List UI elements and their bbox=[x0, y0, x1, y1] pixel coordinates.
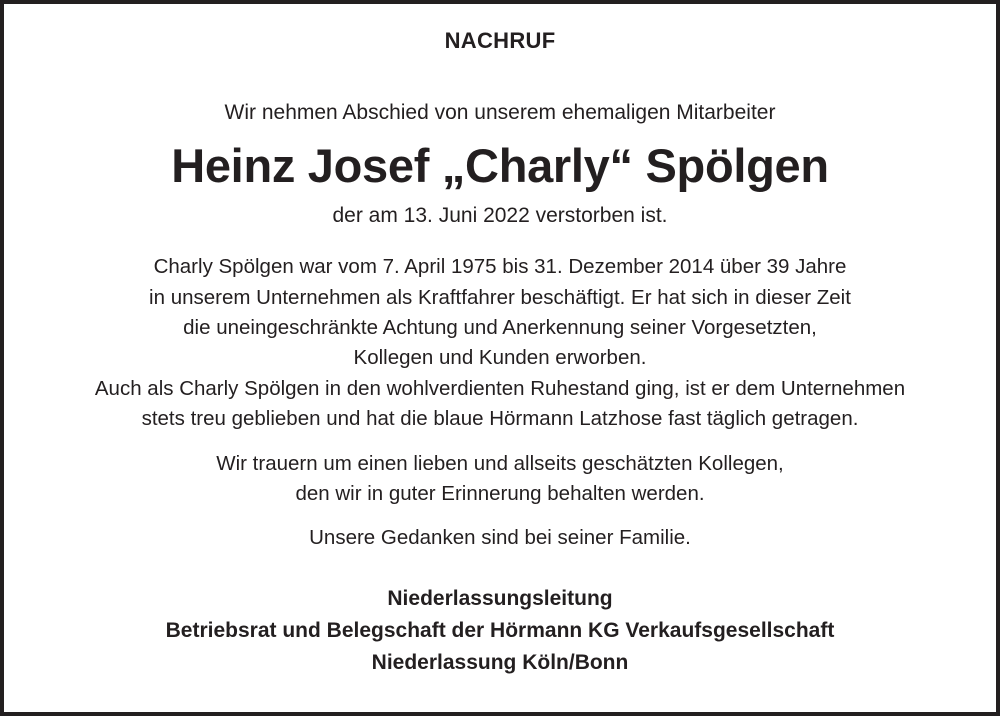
death-date-line: der am 13. Juni 2022 verstorben ist. bbox=[332, 204, 668, 227]
paragraph-line: Kollegen und Kunden erworben. bbox=[353, 346, 647, 369]
notice-heading: NACHRUF bbox=[444, 28, 556, 53]
signature-line: Niederlassung Köln/Bonn bbox=[371, 651, 629, 674]
paragraph-line: Charly Spölgen war vom 7. April 1975 bis 31. Dezember 2014 über 39 Jahre bbox=[153, 255, 847, 278]
signature-line: Betriebsrat und Belegschaft der Hörmann KG Verkaufsgesellschaft bbox=[165, 619, 835, 642]
paragraph-line: Unsere Gedanken sind bei seiner Familie. bbox=[309, 526, 691, 549]
signature-line: Niederlassungsleitung bbox=[387, 587, 613, 610]
paragraph-line: in unserem Unternehmen als Kraftfahrer beschäftigt. Er hat sich in dieser Zeit bbox=[149, 286, 851, 309]
intro-text: Wir nehmen Abschied von unserem ehemaligen Mitarbeiter bbox=[224, 101, 776, 124]
deceased-name: Heinz Josef „Charly“ Spölgen bbox=[171, 139, 829, 192]
paragraph-line: stets treu geblieben und hat die blaue Hörmann Latzhose fast täglich getragen. bbox=[141, 407, 859, 430]
paragraph-line: die uneingeschränkte Achtung und Anerkennung seiner Vorgesetzten, bbox=[183, 316, 817, 339]
paragraph-line: den wir in guter Erinnerung behalten werden. bbox=[295, 482, 705, 505]
paragraph-line: Auch als Charly Spölgen in den wohlverdienten Ruhestand ging, ist er dem Unternehmen bbox=[94, 377, 906, 400]
paragraph-line: Wir trauern um einen lieben und allseits geschätzten Kollegen, bbox=[216, 452, 784, 475]
